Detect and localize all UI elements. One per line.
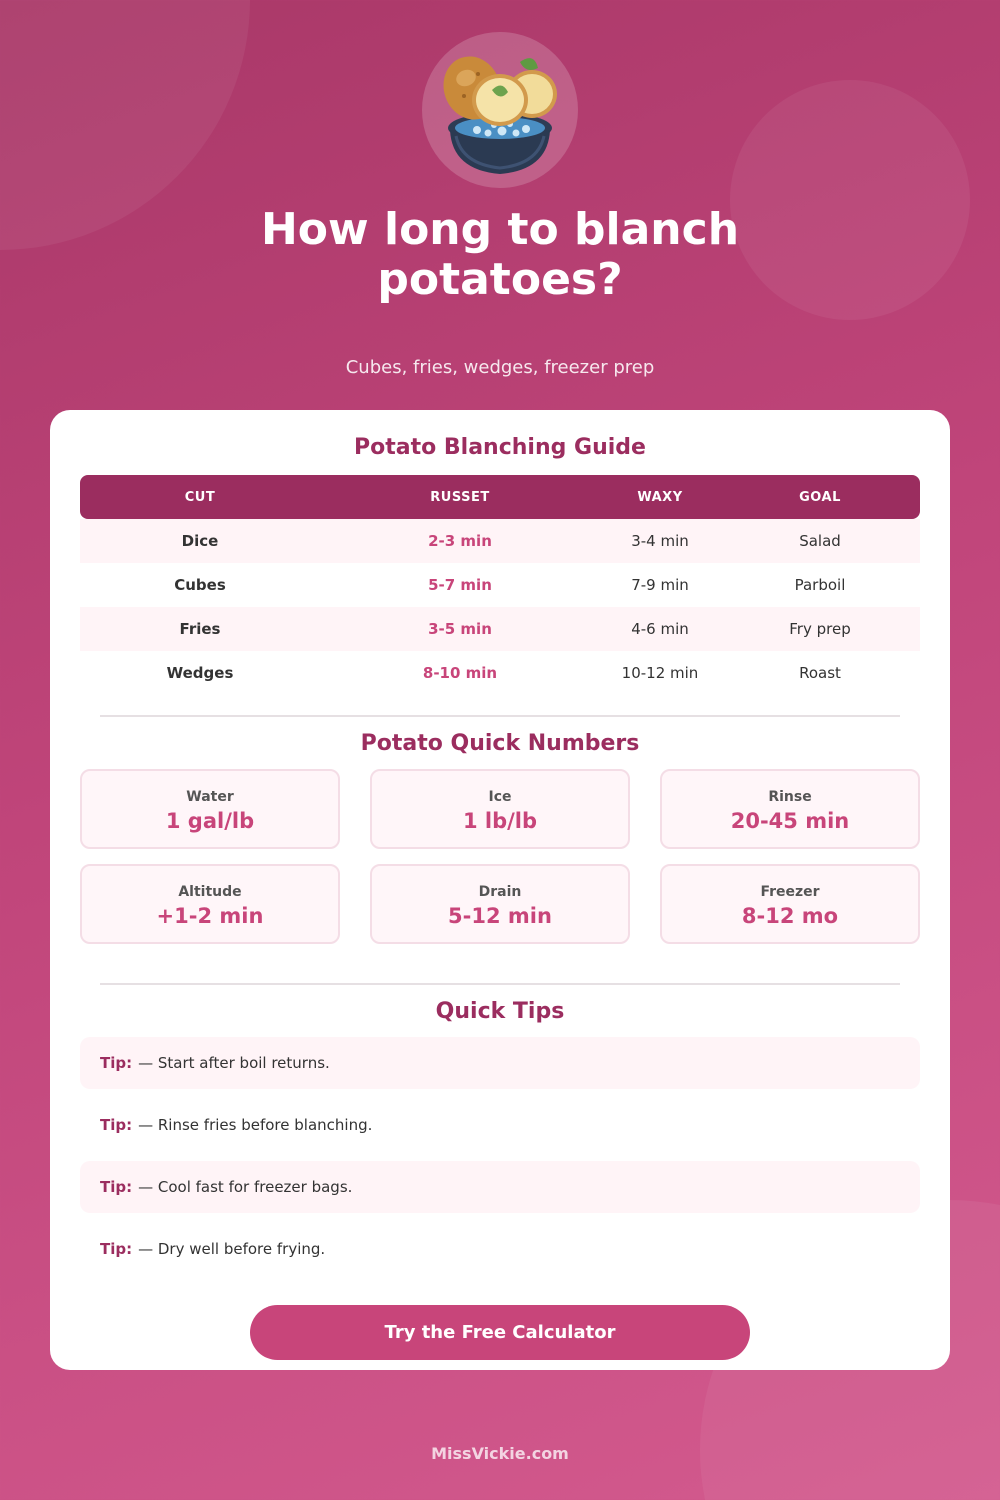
- stat-label: Rinse: [768, 789, 812, 805]
- content-card: [50, 410, 950, 1370]
- cell-russet: 5-7 min: [428, 576, 492, 594]
- tip-item: [80, 1037, 920, 1089]
- footer-brand[interactable]: MissVickie.com: [431, 1444, 569, 1463]
- cell-goal: Parboil: [794, 576, 846, 594]
- stat-card-rinse: [660, 769, 920, 849]
- column-header-russet: RUSSET: [430, 489, 490, 505]
- stat-value: 1 gal/lb: [165, 809, 255, 833]
- table-row: [80, 563, 920, 607]
- cell-waxy: 4-6 min: [631, 620, 689, 638]
- tip-item: [80, 1161, 920, 1213]
- table-row: [80, 651, 920, 695]
- page-subtitle: Cubes, fries, wedges, freezer prep: [345, 357, 655, 378]
- calculator-button[interactable]: Try the Free Calculator: [250, 1305, 750, 1360]
- stat-value: 1 lb/lb: [462, 809, 538, 833]
- stat-label: Altitude: [178, 884, 242, 900]
- tip-label: Tip:: [100, 1178, 133, 1196]
- cell-russet: 2-3 min: [428, 532, 492, 550]
- stat-value: 20-45 min: [730, 809, 850, 833]
- cell-russet: 8-10 min: [422, 664, 498, 682]
- tip-item: [80, 1223, 920, 1275]
- stat-label: Water: [186, 789, 234, 805]
- page-title: How long to blanch potatoes?: [260, 204, 740, 305]
- stat-card-drain: [370, 864, 630, 944]
- stat-value: +1-2 min: [156, 904, 264, 928]
- stat-card-ice: [370, 769, 630, 849]
- cell-goal: Roast: [799, 664, 841, 682]
- divider: [100, 715, 900, 717]
- cell-goal: Fry prep: [789, 620, 851, 638]
- stat-card-freezer: [660, 864, 920, 944]
- table-row: [80, 519, 920, 563]
- stat-card-altitude: [80, 864, 340, 944]
- hero-badge: [422, 32, 578, 188]
- tip-item: [80, 1099, 920, 1151]
- divider: [100, 983, 900, 985]
- table-header: [80, 475, 920, 519]
- cell-russet: 3-5 min: [428, 620, 492, 638]
- table-row: [80, 607, 920, 651]
- cell-cut: Fries: [179, 620, 221, 638]
- tip-label: Tip:: [100, 1116, 133, 1134]
- column-header-cut: CUT: [184, 489, 216, 505]
- potato-pot-icon: [422, 32, 578, 188]
- guide-title: Potato Blanching Guide: [354, 435, 646, 460]
- stat-label: Drain: [478, 884, 522, 900]
- stat-label: Freezer: [760, 884, 820, 900]
- tip-text: — Rinse fries before blanching.: [138, 1116, 373, 1134]
- cell-waxy: 10-12 min: [621, 664, 699, 682]
- cell-waxy: 3-4 min: [631, 532, 689, 550]
- cell-goal: Salad: [799, 532, 841, 550]
- tip-text: — Start after boil returns.: [138, 1054, 330, 1072]
- stat-value: 8-12 mo: [741, 904, 839, 928]
- column-header-waxy: WAXY: [637, 489, 683, 505]
- tips-title: Quick Tips: [435, 999, 565, 1024]
- cell-cut: Wedges: [166, 664, 234, 682]
- cell-cut: Cubes: [174, 576, 226, 594]
- tip-text: — Cool fast for freezer bags.: [138, 1178, 353, 1196]
- tip-label: Tip:: [100, 1054, 133, 1072]
- cell-cut: Dice: [181, 532, 219, 550]
- stat-label: Ice: [488, 789, 512, 805]
- column-header-goal: GOAL: [799, 489, 841, 505]
- tip-label: Tip:: [100, 1240, 133, 1258]
- tip-text: — Dry well before frying.: [138, 1240, 326, 1258]
- blanching-table: [80, 475, 920, 695]
- stat-card-water: [80, 769, 340, 849]
- cell-waxy: 7-9 min: [631, 576, 689, 594]
- quick-numbers-title: Potato Quick Numbers: [360, 731, 640, 756]
- stat-value: 5-12 min: [448, 904, 552, 928]
